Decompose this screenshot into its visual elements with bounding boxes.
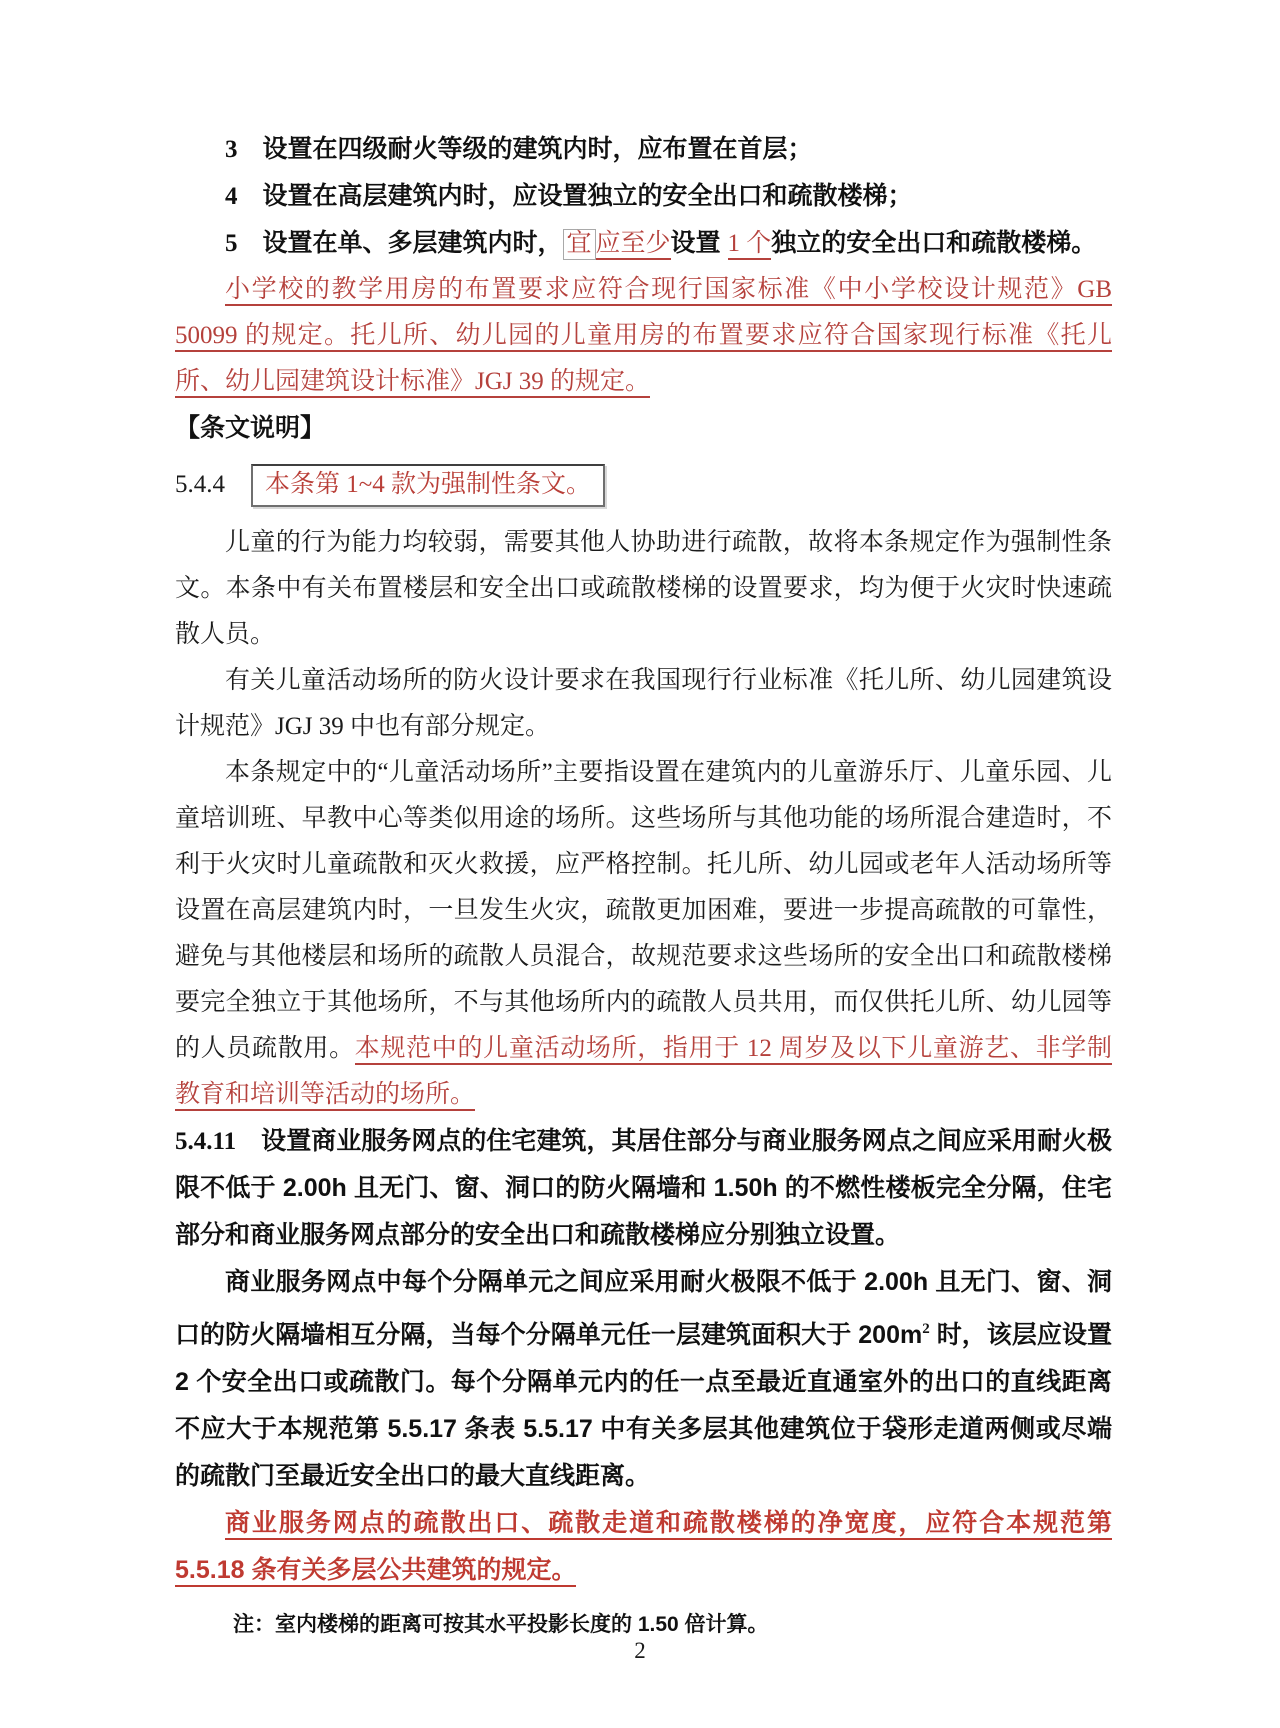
text-run: 设置在四级耐火等级的建筑内时，应布置在首层； [237, 135, 813, 163]
explanation-paragraph-3 [175, 750, 1112, 1118]
revision-text-run: 1 个 [728, 230, 772, 260]
list-item-3 [175, 126, 1112, 173]
section-heading-explanation [175, 405, 1112, 452]
text-run: 3 [225, 136, 238, 163]
list-item-5 [175, 220, 1112, 267]
text-run: 设置在高层建筑内时，应设置独立的安全出口和疏散楼梯； [237, 182, 913, 210]
text-run: 有关儿童活动场所的防火设计要求在我国现行行业标准《托儿所、幼儿园建筑设计规范》JGJ 39 中也有部分规定。 [175, 667, 1112, 740]
text-run: 时，该层应设置 2 个安全出口或疏散门。每个分隔单元内的任一点至最近直通室外的出口的直线距离不应大于本规范第 5.5.17 条表 5.5.17 中有关多层其他建筑位于袋形走道两侧或尽端的疏散门至最近安全出口的最大直线距离。 [175, 1321, 1112, 1490]
revision-text-run: 本条第 1~4 款为强制性条文。 [251, 464, 605, 507]
text-run: 设置商业服务网点的住宅建筑，其居住部分与商业服务网点之间应采用耐火极限不低于 2.00h 且无门、窗、洞口的防火隔墙和 1.50h 的不燃性楼板完全分隔，住宅部分和商业服务网点部分的安全出口和疏散楼梯应分别独立设置。 [175, 1127, 1112, 1249]
text-run: 4 [225, 183, 238, 210]
inserted-red-paragraph-width [175, 1500, 1112, 1594]
text-run: 5.4.11 [175, 1128, 237, 1155]
clause-5-4-4 [175, 462, 1112, 508]
text-run: 【条文说明】 [175, 414, 326, 442]
revision-text-run: 商业服务网点的疏散出口、疏散走道和疏散楼梯的净宽度，应符合本规范第 5.5.18 条有关多层公共建筑的规定。 [175, 1509, 1112, 1587]
text-run: 5 [225, 230, 238, 257]
text-run: 2 [922, 1321, 930, 1337]
text-run: 本条规定中的“儿童活动场所”主要指设置在建筑内的儿童游乐厅、儿童乐园、儿童培训班、早教中心等类似用途的场所。这些场所与其他功能的场所混合建造时，不利于火灾时儿童疏散和灭火救援，应严格控制。托儿所、幼儿园或老年人活动场所等设置在高层建筑内时，一旦发生火灾，疏散更加困难，要进一步提高疏散的可靠性，避免与其他楼层和场所的疏散人员混合，故规范要求这些场所的安全出口和疏散楼梯要完全独立于其他场所，不与其他场所内的疏散人员共用，而仅供托儿所、幼儿园等的人员疏散用。 [175, 759, 1112, 1062]
text-run: 5.4.4 [175, 471, 225, 498]
inserted-red-paragraph-schools [175, 267, 1112, 405]
text-run: 儿童的行为能力均较弱，需要其他人协助进行疏散，故将本条规定作为强制性条文。本条中有关布置楼层和安全出口或疏散楼梯的设置要求，均为便于火灾时快速疏散人员。 [175, 529, 1112, 648]
revision-text-run: 小学校的教学用房的布置要求应符合现行国家标准《中小学校设计规范》GB 50099 的规定。托儿所、幼儿园的儿童用房的布置要求应符合国家现行标准《托儿所、幼儿园建筑设计标准》JGJ 39 的规定。 [175, 276, 1112, 398]
clause-5-4-11-paragraph-2 [175, 1259, 1112, 1500]
explanation-paragraph-1 [175, 520, 1112, 658]
text-run: 设置 [670, 229, 728, 257]
revision-text-run: 宜 [563, 229, 596, 260]
text-run: 商业服务网点中每个分隔单元之间应采用耐火极限不低于 2.00h 且无门、窗、洞口的防火隔墙相互分隔，当每个分隔单元任一层建筑面积大于 200m [175, 1268, 1112, 1349]
list-item-4 [175, 173, 1112, 220]
text-run: 设置在单、多层建筑内时， [237, 229, 563, 257]
text-run: 注：室内楼梯的距离可按其水平投影长度的 1.50 倍计算。 [233, 1613, 769, 1636]
revision-text-run: 本规范中的儿童活动场所，指用于 12 周岁及以下儿童游艺、非学制教育和培训等活动的场所。 [175, 1035, 1112, 1111]
clause-5-4-11 [175, 1118, 1112, 1259]
page-number: 2 [634, 1638, 646, 1663]
revision-text-run: 应至少 [596, 230, 671, 260]
explanation-paragraph-2 [175, 658, 1112, 750]
text-run: 独立的安全出口和疏散楼梯。 [771, 229, 1097, 257]
